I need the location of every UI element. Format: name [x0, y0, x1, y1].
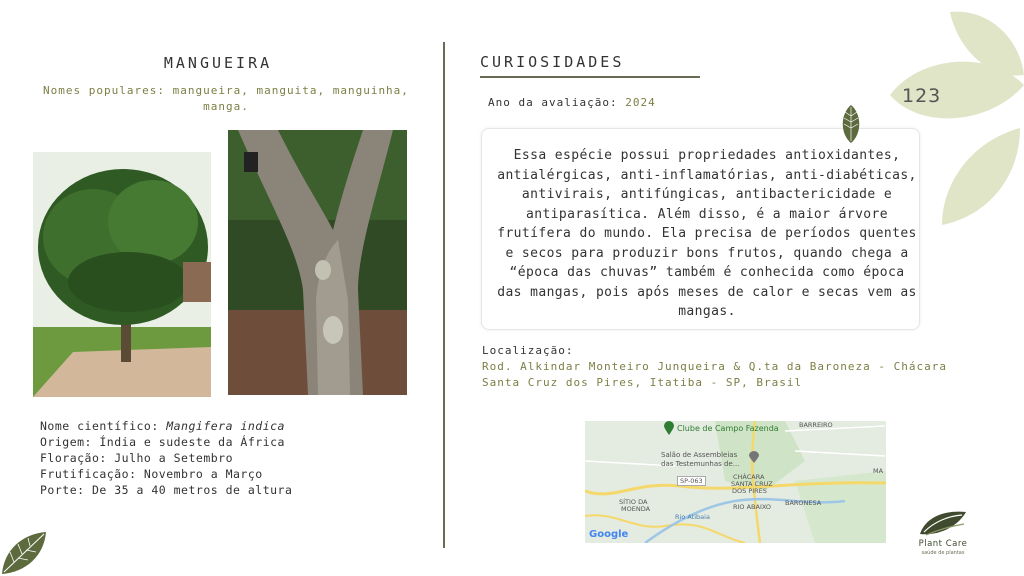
map-label-road: SP-063 — [677, 476, 706, 486]
leaf-icon — [0, 528, 48, 576]
vertical-divider — [443, 42, 445, 548]
map-label-salao-1: Salão de Assembleias — [661, 451, 738, 459]
size: Porte: De 35 a 40 metros de altura — [40, 483, 293, 497]
species-info — [40, 418, 292, 498]
curiosities-title: CURIOSIDADES — [480, 53, 625, 71]
trunk-photo — [228, 130, 407, 395]
map-label-barreiro: BARREIRO — [799, 421, 833, 429]
map-label-chacara-2: SANTA CRUZ — [731, 480, 773, 488]
map-label-club: Clube de Campo Fazenda — [677, 424, 779, 433]
fruiting: Frutificação: Novembro a Março — [40, 467, 263, 481]
location-label: Localização: — [482, 344, 574, 357]
scientific-name-label: Nome científico: — [40, 419, 167, 433]
evaluation-year — [488, 96, 656, 109]
species-title: MANGUEIRA — [163, 54, 273, 72]
map-label-sitio-2: MOENDA — [621, 505, 651, 513]
evaluation-year-value: 2024 — [625, 96, 656, 109]
map-label-chacara-3: DOS PIRES — [732, 487, 767, 495]
location-value: Rod. Alkindar Monteiro Junqueira & Q.ta da Baroneza - Chácara Santa Cruz dos Pires, Itatiba - SP, Brasil — [482, 360, 947, 389]
evaluation-year-label: Ano da avaliação: — [488, 96, 626, 109]
logo-name: Plant Care — [918, 539, 968, 549]
tree-photo — [33, 152, 211, 397]
map-label-ma: MA — [873, 467, 884, 475]
map-label-salao-2: das Testemunhas de... — [661, 460, 740, 468]
map-label-sitio-1: SÍTIO DA — [619, 498, 648, 506]
map-place-icon[interactable] — [749, 451, 759, 463]
leaf-small-icon — [840, 104, 862, 144]
scientific-name-row — [40, 418, 292, 434]
popular-names: Nomes populares: mangueira, manguita, manguinha, manga. — [43, 84, 409, 113]
title-underline — [480, 76, 700, 78]
map-pin-icon[interactable] — [664, 421, 674, 435]
scientific-name-value: Mangifera indica — [166, 419, 285, 433]
map-label-chacara-1: CHÁCARA — [733, 473, 765, 481]
map-google-logo: Google — [589, 529, 629, 540]
plant-care-logo-icon — [916, 508, 968, 538]
logo-tagline: saúde de plantas — [921, 550, 965, 556]
description-text: Essa espécie possui propriedades antioxidantes, antialérgicas, anti-inflamatórias, anti-diabéticas, antivirais, antifúngicas, antibactericidade e antiparasítica. Além disso, é a maior árvore frutífera do mundo. Ela precisa de períodos quentes e secos para produzir bons frutos, quando chega a “época das chuvas” também é conhecida como época das mangas, pois após meses de calor e secas vem as mangas. — [497, 148, 917, 319]
map-label-rio-abaixo: RIO ABAIXO — [733, 503, 772, 511]
map-label-river: Rio Atibaia — [675, 513, 710, 521]
page-number: 123 — [902, 85, 942, 107]
map-label-baronesa: BARONESA — [785, 499, 822, 507]
location-map[interactable] — [585, 421, 886, 543]
flowering: Floração: Julho a Setembro — [40, 451, 234, 465]
origin: Origem: Índia e sudeste da África — [40, 435, 285, 449]
